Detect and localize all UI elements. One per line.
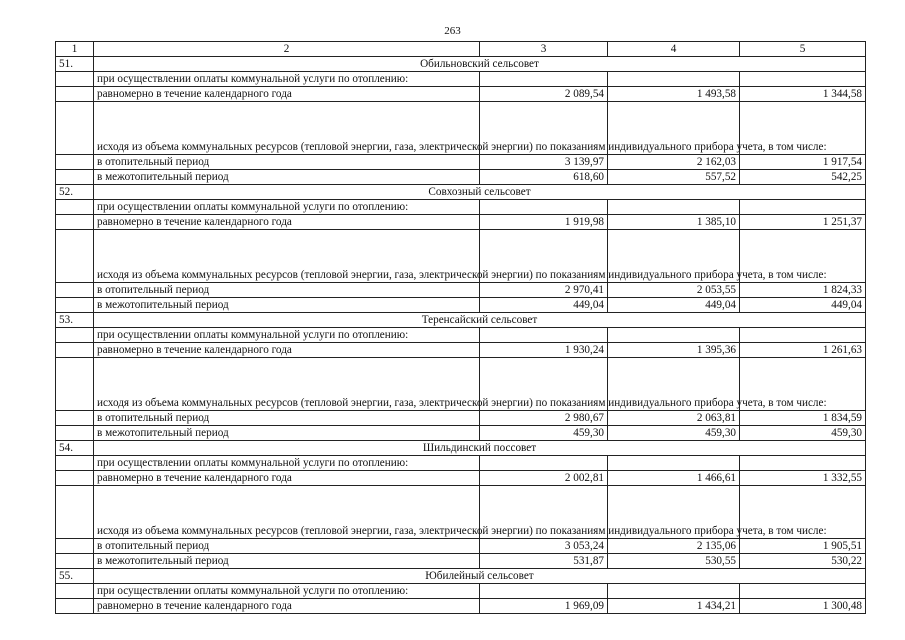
section-header-row bbox=[56, 313, 866, 328]
empty-number-cell bbox=[56, 298, 94, 313]
section-number: 52. bbox=[56, 185, 94, 200]
header-cell-5: 5 bbox=[740, 42, 866, 57]
section-number: 53. bbox=[56, 313, 94, 328]
section-name: Теренсайский сельсовет bbox=[94, 313, 866, 328]
empty-number-cell bbox=[56, 343, 94, 358]
value-col-3 bbox=[480, 456, 608, 471]
row-label: исходя из объема коммунальных ресурсов (тепловой энергии, газа, электрической энергии) по показаниям индивидуального прибора учета, в том числе: bbox=[94, 358, 480, 411]
header-cell-4: 4 bbox=[608, 42, 740, 57]
row-label: при осуществлении оплаты коммунальной услуги по отоплению: bbox=[94, 72, 480, 87]
value-col-5: 1 332,55 bbox=[740, 471, 866, 486]
row-label: в отопительный период bbox=[94, 283, 480, 298]
value-col-3: 3 139,97 bbox=[480, 155, 608, 170]
table-row bbox=[56, 87, 866, 102]
row-label: равномерно в течение календарного года bbox=[94, 87, 480, 102]
table-row bbox=[56, 283, 866, 298]
row-label: в межотопительный период bbox=[94, 554, 480, 569]
value-col-4: 530,55 bbox=[608, 554, 740, 569]
value-col-5: 1 261,63 bbox=[740, 343, 866, 358]
section-header-row bbox=[56, 569, 866, 584]
empty-number-cell bbox=[56, 554, 94, 569]
empty-number-cell bbox=[56, 456, 94, 471]
value-col-3 bbox=[480, 200, 608, 215]
value-col-3 bbox=[480, 584, 608, 599]
header-cell-3: 3 bbox=[480, 42, 608, 57]
value-col-3 bbox=[480, 328, 608, 343]
section-name: Совхозный сельсовет bbox=[94, 185, 866, 200]
table-row bbox=[56, 215, 866, 230]
empty-number-cell bbox=[56, 87, 94, 102]
value-col-5: 459,30 bbox=[740, 426, 866, 441]
value-col-3: 2 002,81 bbox=[480, 471, 608, 486]
table-row bbox=[56, 170, 866, 185]
empty-number-cell bbox=[56, 215, 94, 230]
table-row bbox=[56, 471, 866, 486]
empty-number-cell bbox=[56, 200, 94, 215]
table-row bbox=[56, 230, 866, 283]
value-col-4 bbox=[608, 328, 740, 343]
value-col-5 bbox=[740, 72, 866, 87]
table-row bbox=[56, 426, 866, 441]
value-col-4: 459,30 bbox=[608, 426, 740, 441]
row-label: в межотопительный период bbox=[94, 426, 480, 441]
section-number: 55. bbox=[56, 569, 94, 584]
value-col-4 bbox=[608, 584, 740, 599]
row-label: равномерно в течение календарного года bbox=[94, 215, 480, 230]
table-row bbox=[56, 599, 866, 614]
empty-number-cell bbox=[56, 328, 94, 343]
value-col-4: 2 135,06 bbox=[608, 539, 740, 554]
row-label: равномерно в течение календарного года bbox=[94, 471, 480, 486]
table-row bbox=[56, 343, 866, 358]
table-row bbox=[56, 72, 866, 87]
section-name: Обильновский сельсовет bbox=[94, 57, 866, 72]
table-row bbox=[56, 456, 866, 471]
row-label: при осуществлении оплаты коммунальной услуги по отоплению: bbox=[94, 328, 480, 343]
header-cell-2: 2 bbox=[94, 42, 480, 57]
empty-number-cell bbox=[56, 230, 94, 283]
value-col-5 bbox=[740, 328, 866, 343]
value-col-3: 1 919,98 bbox=[480, 215, 608, 230]
row-label: исходя из объема коммунальных ресурсов (тепловой энергии, газа, электрической энергии) по показаниям индивидуального прибора учета, в том числе: bbox=[94, 230, 480, 283]
table-row bbox=[56, 486, 866, 539]
row-label: исходя из объема коммунальных ресурсов (тепловой энергии, газа, электрической энергии) по показаниям индивидуального прибора учета, в том числе: bbox=[94, 102, 480, 155]
value-col-4: 2 053,55 bbox=[608, 283, 740, 298]
empty-number-cell bbox=[56, 283, 94, 298]
table-row bbox=[56, 584, 866, 599]
value-col-3: 459,30 bbox=[480, 426, 608, 441]
tariff-table bbox=[55, 41, 866, 614]
row-label: в отопительный период bbox=[94, 539, 480, 554]
value-col-4: 1 395,36 bbox=[608, 343, 740, 358]
row-label: в межотопительный период bbox=[94, 170, 480, 185]
row-label: равномерно в течение календарного года bbox=[94, 599, 480, 614]
table-row bbox=[56, 411, 866, 426]
section-header-row bbox=[56, 441, 866, 456]
value-col-5: 1 824,33 bbox=[740, 283, 866, 298]
row-label: при осуществлении оплаты коммунальной услуги по отоплению: bbox=[94, 200, 480, 215]
empty-number-cell bbox=[56, 358, 94, 411]
row-label: при осуществлении оплаты коммунальной услуги по отоплению: bbox=[94, 584, 480, 599]
value-col-4: 1 385,10 bbox=[608, 215, 740, 230]
row-label: в межотопительный период bbox=[94, 298, 480, 313]
value-col-5: 530,22 bbox=[740, 554, 866, 569]
section-header-row bbox=[56, 57, 866, 72]
row-label: равномерно в течение календарного года bbox=[94, 343, 480, 358]
row-label: в отопительный период bbox=[94, 155, 480, 170]
value-col-5: 449,04 bbox=[740, 298, 866, 313]
section-name: Юбилейный сельсовет bbox=[94, 569, 866, 584]
table-row bbox=[56, 155, 866, 170]
value-col-5 bbox=[740, 200, 866, 215]
value-col-5 bbox=[740, 584, 866, 599]
value-col-5: 1 300,48 bbox=[740, 599, 866, 614]
section-name: Шильдинский поссовет bbox=[94, 441, 866, 456]
table-row bbox=[56, 200, 866, 215]
value-col-3: 1 930,24 bbox=[480, 343, 608, 358]
value-col-3: 449,04 bbox=[480, 298, 608, 313]
table-row bbox=[56, 102, 866, 155]
value-col-4: 1 493,58 bbox=[608, 87, 740, 102]
empty-number-cell bbox=[56, 584, 94, 599]
value-col-4 bbox=[608, 72, 740, 87]
page-number: 263 bbox=[444, 25, 461, 37]
empty-number-cell bbox=[56, 155, 94, 170]
value-col-5 bbox=[740, 456, 866, 471]
section-number: 54. bbox=[56, 441, 94, 456]
empty-number-cell bbox=[56, 170, 94, 185]
empty-number-cell bbox=[56, 539, 94, 554]
value-col-5: 1 917,54 bbox=[740, 155, 866, 170]
section-header-row bbox=[56, 185, 866, 200]
header-cell-1: 1 bbox=[56, 42, 94, 57]
value-col-4 bbox=[608, 456, 740, 471]
value-col-3 bbox=[480, 72, 608, 87]
empty-number-cell bbox=[56, 486, 94, 539]
row-label: исходя из объема коммунальных ресурсов (тепловой энергии, газа, электрической энергии) по показаниям индивидуального прибора учета, в том числе: bbox=[94, 486, 480, 539]
row-label: в отопительный период bbox=[94, 411, 480, 426]
value-col-4: 449,04 bbox=[608, 298, 740, 313]
empty-number-cell bbox=[56, 102, 94, 155]
value-col-4: 2 063,81 bbox=[608, 411, 740, 426]
value-col-4: 1 434,21 bbox=[608, 599, 740, 614]
value-col-5: 1 251,37 bbox=[740, 215, 866, 230]
value-col-3: 531,87 bbox=[480, 554, 608, 569]
value-col-3: 2 980,67 bbox=[480, 411, 608, 426]
table-row bbox=[56, 358, 866, 411]
value-col-3: 1 969,09 bbox=[480, 599, 608, 614]
table-row bbox=[56, 539, 866, 554]
value-col-3: 618,60 bbox=[480, 170, 608, 185]
value-col-4 bbox=[608, 200, 740, 215]
table-row bbox=[56, 298, 866, 313]
table-row bbox=[56, 554, 866, 569]
value-col-5: 1 834,59 bbox=[740, 411, 866, 426]
value-col-3: 2 970,41 bbox=[480, 283, 608, 298]
value-col-4: 557,52 bbox=[608, 170, 740, 185]
value-col-4: 1 466,61 bbox=[608, 471, 740, 486]
empty-number-cell bbox=[56, 599, 94, 614]
empty-number-cell bbox=[56, 471, 94, 486]
empty-number-cell bbox=[56, 426, 94, 441]
row-label: при осуществлении оплаты коммунальной услуги по отоплению: bbox=[94, 456, 480, 471]
value-col-3: 3 053,24 bbox=[480, 539, 608, 554]
value-col-5: 542,25 bbox=[740, 170, 866, 185]
value-col-4: 2 162,03 bbox=[608, 155, 740, 170]
empty-number-cell bbox=[56, 411, 94, 426]
empty-number-cell bbox=[56, 72, 94, 87]
header-row bbox=[56, 42, 866, 57]
section-number: 51. bbox=[56, 57, 94, 72]
tariff-table-body bbox=[56, 42, 866, 614]
value-col-3: 2 089,54 bbox=[480, 87, 608, 102]
table-row bbox=[56, 328, 866, 343]
value-col-5: 1 344,58 bbox=[740, 87, 866, 102]
value-col-5: 1 905,51 bbox=[740, 539, 866, 554]
